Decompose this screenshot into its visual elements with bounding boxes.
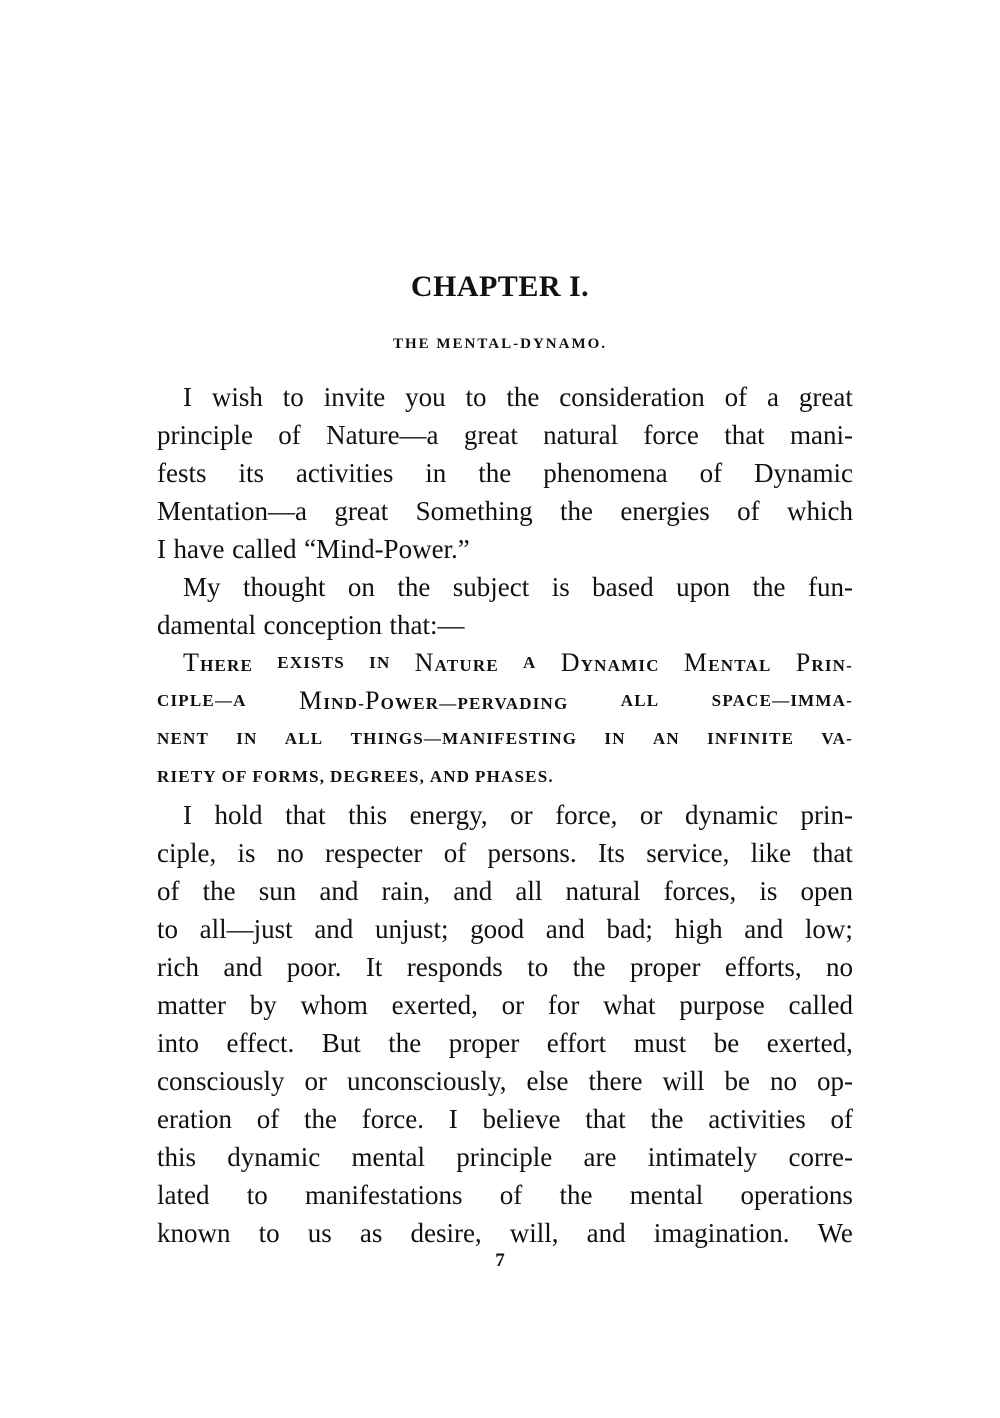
- word: or: [501, 990, 525, 1020]
- word: wish: [211, 382, 263, 412]
- word: consideration: [559, 382, 705, 412]
- word: thought: [242, 572, 326, 602]
- word: natural: [543, 420, 619, 450]
- word: all: [515, 876, 543, 906]
- word: and: [586, 1218, 626, 1248]
- word: ALL: [620, 691, 660, 710]
- word: dynamic: [684, 800, 778, 830]
- word: RIETY: [157, 767, 217, 786]
- word: DYNAMIC: [560, 648, 660, 677]
- word: subject: [452, 572, 530, 602]
- text-line: [157, 1138, 853, 1176]
- word: IN: [369, 653, 391, 672]
- word: Something: [415, 496, 533, 526]
- word: hold: [214, 800, 263, 830]
- word: forces,: [663, 876, 737, 906]
- word: and: [319, 876, 359, 906]
- word: is: [759, 876, 778, 906]
- word: bad;: [606, 914, 653, 944]
- text-line: [157, 1176, 853, 1214]
- text-line: [157, 568, 853, 606]
- word: in: [425, 458, 447, 488]
- word: corre-: [788, 1142, 853, 1172]
- text-line: [157, 872, 853, 910]
- section-title: THE MENTAL-DYNAMO.: [392, 336, 608, 352]
- word: like: [750, 838, 792, 868]
- word: that: [585, 1104, 626, 1134]
- word: called: [232, 534, 297, 564]
- word: I: [183, 382, 192, 412]
- word: the: [559, 496, 593, 526]
- word: Dynamic: [754, 458, 853, 488]
- text-line: [157, 1100, 853, 1138]
- word: op-: [816, 1066, 853, 1096]
- text-line: [157, 910, 853, 948]
- word: invite: [323, 382, 386, 412]
- word: PRIN-: [795, 648, 853, 677]
- word: the: [506, 382, 540, 412]
- word: proper: [629, 952, 701, 982]
- word: be: [713, 1028, 740, 1058]
- word: unjust;: [374, 914, 449, 944]
- word: lated: [157, 1180, 210, 1210]
- word: fests: [157, 458, 207, 488]
- word: of: [699, 458, 723, 488]
- word: I: [183, 800, 192, 830]
- word: matter: [157, 990, 226, 1020]
- word: activities: [295, 458, 394, 488]
- word: MENTAL: [683, 648, 772, 677]
- word: consciously: [157, 1066, 285, 1096]
- word: to: [258, 1218, 280, 1248]
- word: effort: [546, 1028, 607, 1058]
- word: dynamic: [227, 1142, 321, 1172]
- text-line: [157, 530, 853, 568]
- word: I: [448, 1104, 458, 1134]
- word: of: [499, 1180, 523, 1210]
- word: mani-: [790, 420, 853, 450]
- word: a: [767, 382, 780, 412]
- text-line: [157, 492, 853, 530]
- word: its: [238, 458, 264, 488]
- word: the: [388, 1028, 422, 1058]
- word: no: [276, 838, 304, 868]
- word: for: [547, 990, 580, 1020]
- word: AND: [429, 767, 471, 786]
- word: desire,: [410, 1218, 482, 1248]
- word: DEGREES,: [329, 767, 426, 786]
- word: the: [202, 876, 236, 906]
- word: effect.: [226, 1028, 295, 1058]
- word: PHASES.: [475, 767, 554, 786]
- page-number: 7: [495, 1250, 505, 1271]
- word: manifestations: [305, 1180, 463, 1210]
- word: We: [817, 1218, 853, 1248]
- word: are: [583, 1142, 617, 1172]
- word: FORMS,: [252, 767, 326, 786]
- body-text: [157, 378, 853, 1252]
- word: A: [523, 653, 537, 672]
- word: is: [551, 572, 570, 602]
- word: ciple,: [157, 838, 217, 868]
- word: this: [157, 1142, 197, 1172]
- word: or: [639, 800, 663, 830]
- word: activities: [708, 1104, 806, 1134]
- word: phenomena: [543, 458, 668, 488]
- word: eration: [157, 1104, 232, 1134]
- word: which: [786, 496, 853, 526]
- word: MIND-POWER—PERVADING: [298, 686, 569, 715]
- text-line: [157, 758, 853, 796]
- word: EXISTS: [277, 653, 345, 672]
- word: you: [405, 382, 446, 412]
- word: IN: [604, 729, 626, 748]
- word: rain,: [381, 876, 431, 906]
- word: us: [307, 1218, 332, 1248]
- word: that: [724, 420, 765, 450]
- word: the: [752, 572, 786, 602]
- word: conception: [263, 610, 382, 640]
- word: respecter: [325, 838, 423, 868]
- word: My: [183, 572, 221, 602]
- word: IN: [236, 729, 258, 748]
- word: and: [453, 876, 493, 906]
- word: that: [285, 800, 326, 830]
- word: persons.: [487, 838, 577, 868]
- word: THINGS—MANIFESTING: [350, 729, 578, 748]
- text-line: [157, 1024, 853, 1062]
- word: efforts,: [724, 952, 802, 982]
- word: I: [157, 534, 166, 564]
- word: mental: [351, 1142, 426, 1172]
- word: will,: [509, 1218, 559, 1248]
- word: the: [572, 952, 606, 982]
- word: of: [278, 420, 301, 450]
- word: as: [359, 1218, 383, 1248]
- word: prin-: [800, 800, 853, 830]
- word: or: [304, 1066, 327, 1096]
- word: Its: [597, 838, 625, 868]
- word: whom: [300, 990, 368, 1020]
- word: AN: [652, 729, 680, 748]
- word: mental: [629, 1180, 704, 1210]
- word: have: [173, 534, 225, 564]
- word: no: [769, 1066, 797, 1096]
- word: is: [237, 838, 256, 868]
- text-line: [157, 948, 853, 986]
- word: there: [588, 1066, 643, 1096]
- word: service,: [646, 838, 730, 868]
- word: of: [737, 496, 760, 526]
- word: great: [798, 382, 853, 412]
- word: else: [526, 1066, 569, 1096]
- word: to: [527, 952, 549, 982]
- word: principle: [456, 1142, 553, 1172]
- word: ALL: [284, 729, 324, 748]
- text-line: [157, 1214, 853, 1252]
- word: great: [334, 496, 389, 526]
- text-line: [157, 986, 853, 1024]
- word: based: [592, 572, 654, 602]
- word: of: [830, 1104, 853, 1134]
- word: upon: [676, 572, 731, 602]
- text-line: [157, 1062, 853, 1100]
- text-line: [157, 644, 853, 682]
- text-line: [157, 682, 853, 720]
- word: the: [397, 572, 431, 602]
- text-line: [157, 454, 853, 492]
- word: the: [650, 1104, 684, 1134]
- word: by: [249, 990, 277, 1020]
- word: of: [443, 838, 467, 868]
- word: high: [674, 914, 723, 944]
- word: exerted,: [391, 990, 478, 1020]
- word: energies: [620, 496, 710, 526]
- word: force,: [555, 800, 618, 830]
- word: CIPLE—A: [157, 691, 247, 710]
- word: to: [157, 914, 179, 944]
- word: responds: [406, 952, 503, 982]
- word: proper: [448, 1028, 520, 1058]
- word: But: [321, 1028, 361, 1058]
- word: to: [465, 382, 487, 412]
- word: that:—: [389, 610, 465, 640]
- word: what: [603, 990, 656, 1020]
- word: to: [246, 1180, 268, 1210]
- word: force.: [361, 1104, 424, 1134]
- word: INFINITE: [707, 729, 795, 748]
- word: OF: [221, 767, 248, 786]
- word: open: [800, 876, 853, 906]
- word: will: [662, 1066, 705, 1096]
- word: into: [157, 1028, 200, 1058]
- word: this: [348, 800, 388, 830]
- chapter-title: CHAPTER I.: [410, 270, 590, 303]
- word: energy,: [409, 800, 488, 830]
- text-line: [157, 720, 853, 758]
- word: fun-: [807, 572, 853, 602]
- word: purpose: [679, 990, 765, 1020]
- word: exerted,: [766, 1028, 853, 1058]
- word: known: [157, 1218, 231, 1248]
- word: sun: [258, 876, 297, 906]
- text-line: [157, 834, 853, 872]
- word: the: [559, 1180, 593, 1210]
- word: good: [470, 914, 525, 944]
- word: imagination.: [653, 1218, 790, 1248]
- word: and: [744, 914, 784, 944]
- word: low;: [804, 914, 853, 944]
- word: operations: [740, 1180, 853, 1210]
- word: no: [825, 952, 853, 982]
- word: NATURE: [414, 648, 499, 677]
- word: It: [365, 952, 383, 982]
- text-line: [157, 378, 853, 416]
- word: rich: [157, 952, 199, 982]
- word: and: [223, 952, 263, 982]
- word: the: [304, 1104, 337, 1134]
- word: or: [510, 800, 533, 830]
- word: on: [347, 572, 375, 602]
- word: of: [256, 1104, 280, 1134]
- word: natural: [565, 876, 641, 906]
- word: NENT: [157, 729, 210, 748]
- word: damental: [157, 610, 256, 640]
- text-line: [157, 606, 853, 644]
- word: Mentation—a: [157, 496, 307, 526]
- word: SPACE—IMMA-: [711, 691, 853, 710]
- word: of: [157, 876, 180, 906]
- word: and: [314, 914, 354, 944]
- word: all—just: [199, 914, 293, 944]
- word: intimately: [647, 1142, 758, 1172]
- word: must: [633, 1028, 687, 1058]
- text-line: [157, 416, 853, 454]
- word: of: [724, 382, 748, 412]
- word: “Mind-Power.”: [304, 534, 470, 564]
- word: and: [545, 914, 585, 944]
- word: poor.: [286, 952, 342, 982]
- text-line: [157, 796, 853, 834]
- word: great: [463, 420, 518, 450]
- word: called: [788, 990, 853, 1020]
- word: THERE: [183, 648, 254, 677]
- word: be: [724, 1066, 750, 1096]
- word: VA-: [821, 729, 853, 748]
- word: to: [282, 382, 304, 412]
- word: principle: [157, 420, 253, 450]
- word: the: [478, 458, 512, 488]
- word: that: [812, 838, 853, 868]
- word: believe: [482, 1104, 561, 1134]
- word: unconsciously,: [347, 1066, 507, 1096]
- word: force: [643, 420, 699, 450]
- word: Nature—a: [326, 420, 439, 450]
